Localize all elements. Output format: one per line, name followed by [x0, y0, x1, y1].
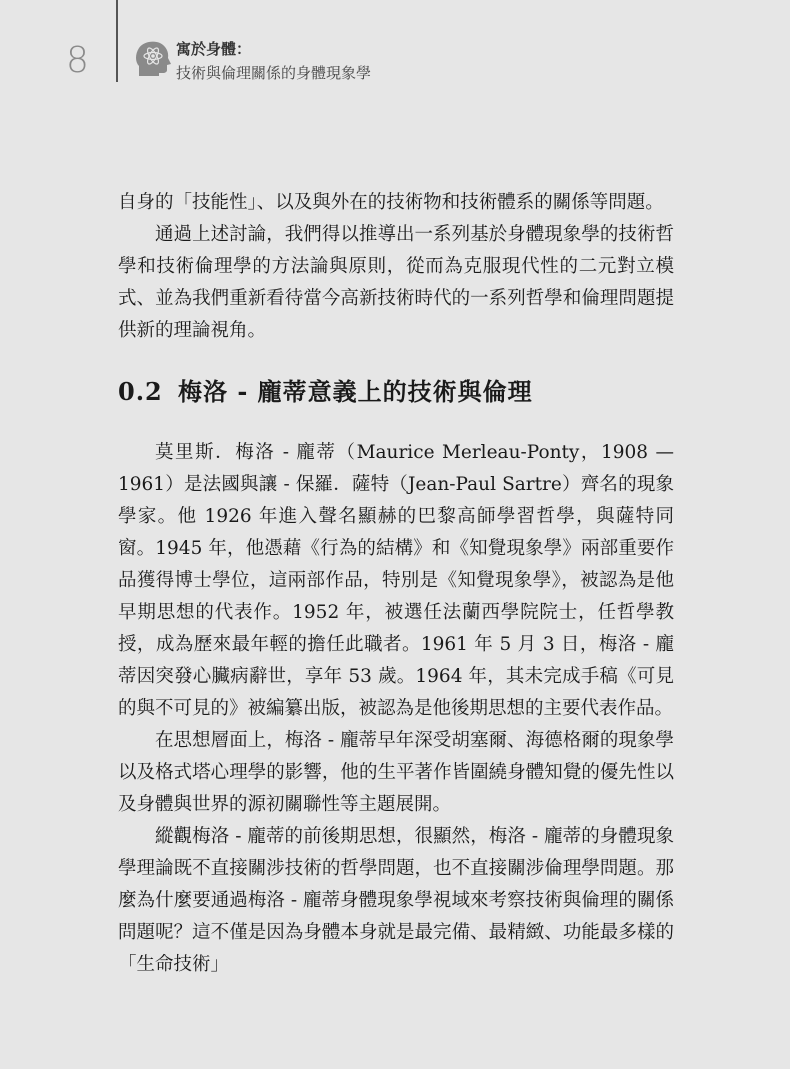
paragraph: 縱觀梅洛 - 龐蒂的前後期思想，很顯然，梅洛 - 龐蒂的身體現象學理論既不直接關涉技術的哲學問題，也不直接關涉倫理學問題。那麼為什麼要通過梅洛 - 龐蒂身體現象學視域來考察技術與倫理的關係問題呢？這不僅是因為身體本身就是最完備、最精緻、功能最多樣的「生命技術」 — [118, 826, 674, 975]
section-heading — [118, 372, 674, 407]
section-number: 0.2 — [118, 377, 163, 406]
section-title: 梅洛 - 龐蒂意義上的技術與倫理 — [178, 377, 533, 406]
book-subtitle: 技術與倫理關係的身體現象學 — [176, 64, 372, 82]
head-atom-logo-icon — [133, 38, 173, 78]
paragraph: 在思想層面上，梅洛 - 龐蒂早年深受胡塞爾、海德格爾的現象學以及格式塔心理學的影響，他的生平著作皆圍繞身體知覺的優先性以及身體與世界的源初關聯性等主題展開。 — [118, 730, 674, 815]
paragraph: 莫里斯．梅洛 - 龐蒂（Maurice Merleau-Ponty，1908 — 1961）是法國與讓 - 保羅．薩特（Jean-Paul Sartre）齊名的現象學家。他 1926 年進入聲名顯赫的巴黎高師學習哲學，與薩特同窗。1945 年，他憑藉《行為的結構》和《知覺現象學》兩部重要作品獲得博士學位，這兩部作品，特別是《知覺現象學》，被認為是他早期思想的代表作。1952 年，被選任法蘭西學院院士，任哲學教授，成為歷來最年輕的擔任此職者。1961 年 5 月 3 日，梅洛 - 龐蒂因突發心臟病辭世，享年 53 歲。1964 年，其未完成手稿《可見的與不可見的》被編纂出版，被認為是他後期思想的主要代表作品。 — [118, 442, 674, 719]
intro-text — [118, 187, 674, 347]
section-text — [118, 437, 674, 981]
page-number: 8 — [66, 40, 90, 81]
paragraph: 自身的「技能性」、以及與外在的技術物和技術體系的關係等問題。 — [118, 192, 664, 213]
running-header — [0, 0, 790, 100]
header-divider — [116, 0, 118, 82]
paragraph: 通過上述討論，我們得以推導出一系列基於身體現象學的技術哲學和技術倫理學的方法論與原則，從而為克服現代性的二元對立模式、並為我們重新看待當今高新技術時代的一系列哲學和倫理問題提供新的理論視角。 — [118, 224, 674, 341]
book-title: 寓於身體： — [176, 40, 252, 58]
